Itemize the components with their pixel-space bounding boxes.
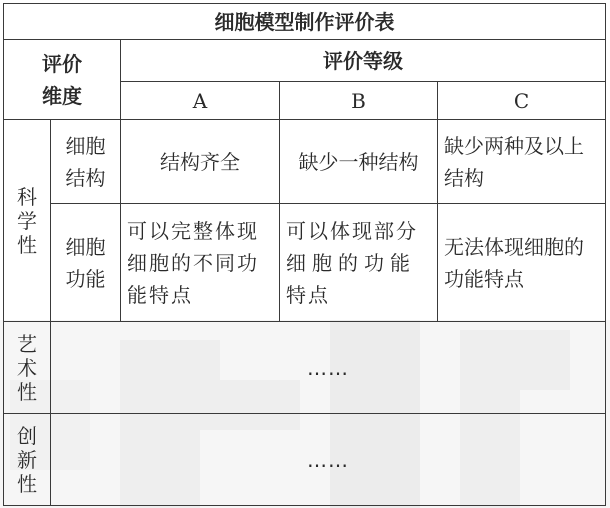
function-grade-c-line: 功能特点 — [444, 266, 524, 291]
structure-grade-c-line: 结构 — [444, 165, 484, 190]
grade-a-header: A — [121, 82, 280, 120]
art-content: …… — [51, 322, 606, 414]
innovation-label — [4, 414, 51, 506]
grade-b-header: B — [280, 82, 438, 120]
structure-grade-a: 结构齐全 — [121, 120, 280, 204]
structure-grade-b: 缺少一种结构 — [280, 120, 438, 204]
function-grade-b-line: 细胞的功能 — [286, 250, 416, 275]
science-label-char: 科 — [17, 184, 37, 209]
function-grade-a-line: 可以完整体现 — [127, 218, 259, 243]
function-grade-b-line: 可以体现部分 — [286, 218, 418, 243]
art-label-char: 术 — [17, 355, 37, 380]
art-label — [4, 322, 51, 414]
function-grade-c-line: 无法体现细胞的 — [444, 234, 584, 259]
science-label — [4, 120, 51, 322]
function-label-line: 细胞 — [65, 234, 106, 259]
function-grade-b-line: 特点 — [286, 282, 330, 307]
structure-label-line: 结构 — [65, 165, 106, 190]
structure-grade-c-line: 缺少两种及以上 — [444, 133, 584, 158]
dimension-header — [4, 40, 121, 120]
dimension-header-line-1: 评价 — [42, 51, 82, 76]
function-grade-a — [121, 204, 280, 322]
science-label-char: 学 — [17, 208, 37, 233]
structure-label — [51, 120, 121, 204]
art-label-char: 艺 — [17, 331, 37, 356]
function-grade-c — [438, 204, 606, 322]
structure-label-line: 细胞 — [65, 133, 106, 158]
function-label-line: 功能 — [65, 266, 106, 291]
evaluation-table — [3, 3, 606, 506]
function-label — [51, 204, 121, 322]
art-label-char: 性 — [17, 379, 37, 404]
innovation-label-char: 新 — [17, 447, 37, 472]
function-grade-a-line: 细胞的不同功 — [127, 250, 259, 275]
grade-c-header: C — [438, 82, 606, 120]
innovation-content: …… — [51, 414, 606, 506]
table-title: 细胞模型制作评价表 — [4, 4, 606, 40]
dimension-header-line-2: 维度 — [42, 83, 82, 108]
level-header: 评价等级 — [121, 40, 606, 82]
science-label-char: 性 — [17, 232, 37, 257]
innovation-label-char: 性 — [17, 471, 37, 496]
innovation-label-char: 创 — [17, 423, 37, 448]
structure-grade-c — [438, 120, 606, 204]
function-grade-b — [280, 204, 438, 322]
function-grade-a-line: 能特点 — [127, 282, 193, 307]
